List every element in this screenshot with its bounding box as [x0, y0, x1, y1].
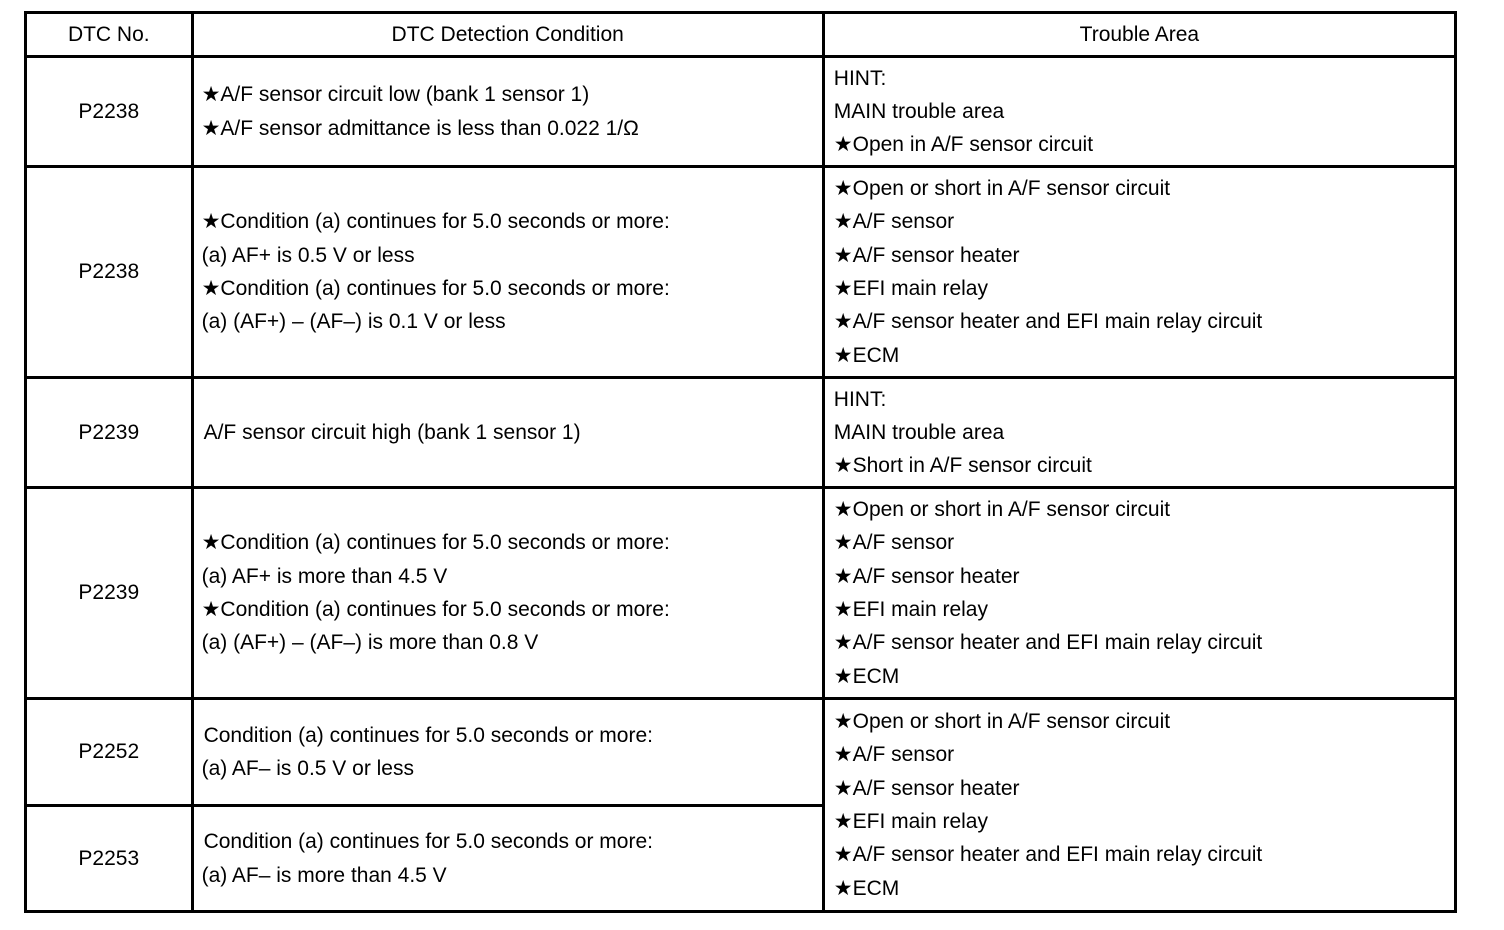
trouble-area [823, 699, 1455, 912]
condition-line: Condition (a) continues for 5.0 seconds or more: [203, 830, 653, 854]
trouble-area-line: ★Open or short in A/F sensor circuit [833, 498, 1171, 522]
trouble-area-line: ★Open or short in A/F sensor circuit [833, 177, 1171, 201]
dtc-code: P2253 [26, 806, 193, 912]
dtc-code: P2239 [26, 488, 193, 699]
trouble-area [823, 488, 1455, 699]
dtc-code: P2252 [26, 699, 193, 806]
condition-line: (a) AF+ is 0.5 V or less [201, 243, 415, 267]
trouble-area-line: HINT: [833, 66, 887, 90]
condition-line: ★Condition (a) continues for 5.0 seconds or more: [201, 531, 670, 555]
header-dtc-no: DTC No. [26, 13, 193, 57]
condition-line: ★Condition (a) continues for 5.0 seconds or more: [201, 598, 670, 621]
condition-line: A/F sensor circuit high (bank 1 sensor 1) [203, 420, 581, 444]
trouble-area-line: MAIN trouble area [833, 420, 1005, 444]
table-row [26, 488, 1456, 699]
header-trouble-area: Trouble Area [823, 13, 1455, 57]
trouble-area-line: ★A/F sensor [833, 210, 955, 234]
trouble-area-line: ★Short in A/F sensor circuit [833, 454, 1092, 478]
trouble-area-line: ★EFI main relay [833, 277, 988, 300]
detection-condition [192, 378, 823, 488]
dtc-code: P2239 [26, 378, 193, 488]
trouble-area-line: ★A/F sensor heater and EFI main relay circuit [833, 310, 1263, 334]
trouble-area-line: ★A/F sensor heater [833, 564, 1020, 588]
trouble-area-line: ★A/F sensor [833, 743, 955, 767]
dtc-code: P2238 [26, 167, 193, 378]
trouble-area-line: ★A/F sensor heater and EFI main relay circuit [833, 631, 1263, 655]
trouble-area-line: ★A/F sensor heater [833, 776, 1020, 800]
condition-line: (a) AF– is more than 4.5 V [201, 863, 447, 887]
trouble-area-line: HINT: [833, 387, 887, 411]
trouble-area-line: ★A/F sensor heater [833, 243, 1020, 267]
dtc-table [24, 11, 1457, 913]
table-row [26, 57, 1456, 167]
trouble-area [823, 378, 1455, 488]
trouble-area-line: ★EFI main relay [833, 810, 988, 833]
condition-line: (a) (AF+) – (AF–) is 0.1 V or less [201, 310, 506, 334]
table-row [26, 378, 1456, 488]
trouble-area-line: ★A/F sensor [833, 531, 955, 555]
detection-condition [192, 167, 823, 378]
detection-condition [192, 806, 823, 912]
trouble-area-line: ★EFI main relay [833, 598, 988, 621]
condition-line: ★A/F sensor circuit low (bank 1 sensor 1) [201, 83, 590, 107]
trouble-area-line: ★ECM [833, 876, 900, 900]
trouble-area [823, 57, 1455, 167]
header-detection-condition: DTC Detection Condition [192, 13, 823, 57]
detection-condition [192, 699, 823, 806]
dtc-code: P2238 [26, 57, 193, 167]
trouble-area-line: ★Open or short in A/F sensor circuit [833, 710, 1171, 734]
condition-line: ★Condition (a) continues for 5.0 seconds or more: [201, 210, 670, 234]
condition-line: (a) AF– is 0.5 V or less [201, 757, 414, 780]
detection-condition [192, 488, 823, 699]
trouble-area-line: ★Open in A/F sensor circuit [833, 133, 1094, 157]
condition-line: (a) AF+ is more than 4.5 V [201, 564, 448, 588]
condition-line: (a) (AF+) – (AF–) is more than 0.8 V [201, 631, 539, 655]
condition-line: ★A/F sensor admittance is less than 0.022 1/Ω [201, 116, 639, 140]
trouble-area-line: ★ECM [833, 343, 900, 367]
table-row [26, 167, 1456, 378]
detection-condition [192, 57, 823, 167]
condition-line: ★Condition (a) continues for 5.0 seconds or more: [201, 277, 670, 300]
trouble-area-line: ★ECM [833, 664, 900, 688]
trouble-area-line: ★A/F sensor heater and EFI main relay circuit [833, 843, 1263, 867]
condition-line: Condition (a) continues for 5.0 seconds or more: [203, 723, 653, 747]
trouble-area-line: MAIN trouble area [833, 99, 1005, 123]
table-header-row [26, 13, 1456, 57]
trouble-area [823, 167, 1455, 378]
table-row [26, 699, 1456, 806]
